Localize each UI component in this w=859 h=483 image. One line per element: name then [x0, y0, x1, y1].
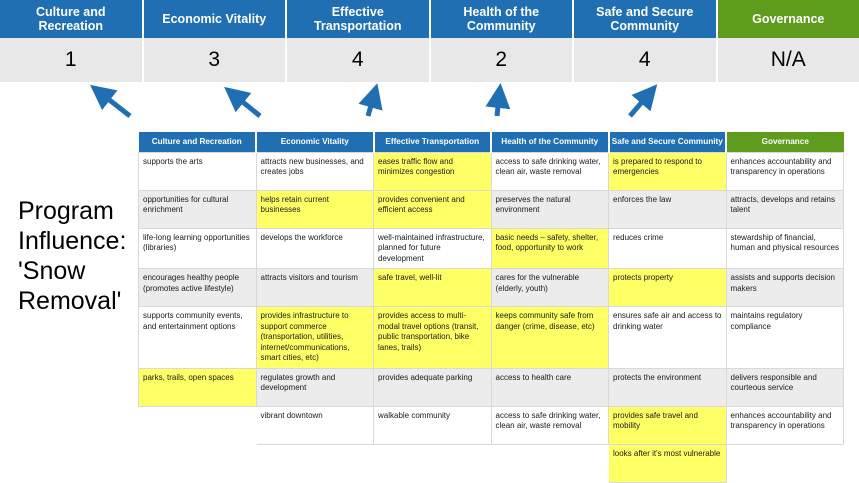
matrix-header-row: [139, 132, 844, 152]
results-matrix-table: [138, 132, 844, 483]
matrix-cell: [374, 444, 492, 482]
table-row: [139, 444, 844, 482]
matrix-cell: protects the environment: [609, 368, 727, 406]
table-row: [139, 269, 844, 307]
matrix-cell: ensures safe air and access to drinking water: [609, 307, 727, 369]
scorecard-summary-band: [0, 0, 859, 82]
matrix-cell: eases traffic flow and minimizes congestion: [374, 152, 492, 190]
matrix-cell: parks, trails, open spaces: [139, 368, 257, 406]
score-governance: N/A: [718, 38, 859, 82]
matrix-cell: walkable community: [374, 406, 492, 444]
matrix-cell: looks after it's most vulnerable: [609, 444, 727, 482]
matrix-header-governance: Governance: [726, 132, 844, 152]
matrix-cell: enhances accountability and transparency in operations: [726, 152, 844, 190]
matrix-cell: [256, 444, 374, 482]
matrix-cell: opportunities for cultural enrichment: [139, 190, 257, 228]
scorecard-header-safe-and-secure-community: Safe and Secure Community: [574, 0, 718, 38]
matrix-cell: life-long learning opportunities (libraries): [139, 228, 257, 269]
table-row: [139, 307, 844, 369]
scorecard-header-row: [0, 0, 859, 38]
matrix-header-safe-and-secure-community: Safe and Secure Community: [609, 132, 727, 152]
matrix-cell: assists and supports decision makers: [726, 269, 844, 307]
matrix-cell: supports the arts: [139, 152, 257, 190]
scorecard-header-effective-transportation: Effective Transportation: [287, 0, 431, 38]
score-culture-and-recreation: 1: [0, 38, 144, 82]
matrix-cell: attracts visitors and tourism: [256, 269, 374, 307]
matrix-cell: [139, 406, 257, 444]
arrow-economic-vitality: [228, 90, 260, 116]
matrix-cell: cares for the vulnerable (elderly, youth): [491, 269, 609, 307]
matrix-cell: attracts new businesses, and creates jobs: [256, 152, 374, 190]
matrix-header-health-of-the-community: Health of the Community: [491, 132, 609, 152]
matrix-cell: delivers responsible and courteous service: [726, 368, 844, 406]
matrix-cell: enforces the law: [609, 190, 727, 228]
matrix-cell: enhances accountability and transparency in operations: [726, 406, 844, 444]
matrix-header-culture-and-recreation: Culture and Recreation: [139, 132, 257, 152]
scorecard-header-health-of-the-community: Health of the Community: [431, 0, 575, 38]
matrix-cell: preserves the natural environment: [491, 190, 609, 228]
matrix-cell: well-maintained infrastructure, planned for future development: [374, 228, 492, 269]
matrix-cell: provides adequate parking: [374, 368, 492, 406]
matrix-header-economic-vitality: Economic Vitality: [256, 132, 374, 152]
arrow-effective-transportation: [368, 88, 376, 116]
matrix-cell: helps retain current businesses: [256, 190, 374, 228]
matrix-cell: access to safe drinking water, clean air, waste removal: [491, 406, 609, 444]
matrix-cell: supports community events, and entertainment options: [139, 307, 257, 369]
matrix-cell: [491, 444, 609, 482]
score-economic-vitality: 3: [144, 38, 288, 82]
matrix-cell: keeps community safe from danger (crime, disease, etc): [491, 307, 609, 369]
matrix-cell: maintains regulatory compliance: [726, 307, 844, 369]
matrix-cell: is prepared to respond to emergencies: [609, 152, 727, 190]
table-row: [139, 228, 844, 269]
arrow-layer: [0, 82, 859, 134]
score-effective-transportation: 4: [287, 38, 431, 82]
table-row: [139, 368, 844, 406]
scorecard-header-governance: Governance: [718, 0, 859, 38]
table-row: [139, 152, 844, 190]
scorecard-header-economic-vitality: Economic Vitality: [144, 0, 288, 38]
matrix-cell: develops the workforce: [256, 228, 374, 269]
arrow-health-of-the-community: [497, 88, 500, 116]
score-health-of-the-community: 2: [431, 38, 575, 82]
program-influence-caption: Program Influence: 'Snow Removal': [18, 196, 138, 316]
matrix-cell: regulates growth and development: [256, 368, 374, 406]
matrix-cell: attracts, develops and retains talent: [726, 190, 844, 228]
matrix-header-effective-transportation: Effective Transportation: [374, 132, 492, 152]
arrow-safe-and-secure-community: [630, 88, 654, 116]
scorecard-score-row: [0, 38, 859, 82]
matrix-cell: provides safe travel and mobility: [609, 406, 727, 444]
matrix-cell: access to health care: [491, 368, 609, 406]
matrix-cell: provides convenient and efficient access: [374, 190, 492, 228]
table-row: [139, 406, 844, 444]
matrix-cell: provides access to multi-modal travel options (transit, public transportation, bike lanes, trails): [374, 307, 492, 369]
matrix-body: [139, 152, 844, 482]
matrix-cell: access to safe drinking water, clean air, waste removal: [491, 152, 609, 190]
matrix-cell: provides infrastructure to support commerce (transportation, utilities, internet/communications, smart cities, etc): [256, 307, 374, 369]
matrix-cell: stewardship of financial, human and physical resources: [726, 228, 844, 269]
matrix-cell: basic needs – safety, shelter, food, opportunity to work: [491, 228, 609, 269]
matrix-cell: [139, 444, 257, 482]
matrix-cell: safe travel, well-lit: [374, 269, 492, 307]
table-row: [139, 190, 844, 228]
score-safe-and-secure-community: 4: [574, 38, 718, 82]
scorecard-header-culture-and-recreation: Culture and Recreation: [0, 0, 144, 38]
matrix-cell: protects property: [609, 269, 727, 307]
matrix-cell: [726, 444, 844, 482]
matrix-cell: reduces crime: [609, 228, 727, 269]
matrix-cell: vibrant downtown: [256, 406, 374, 444]
matrix-cell: encourages healthy people (promotes active lifestyle): [139, 269, 257, 307]
arrow-culture-and-recreation: [94, 88, 130, 116]
